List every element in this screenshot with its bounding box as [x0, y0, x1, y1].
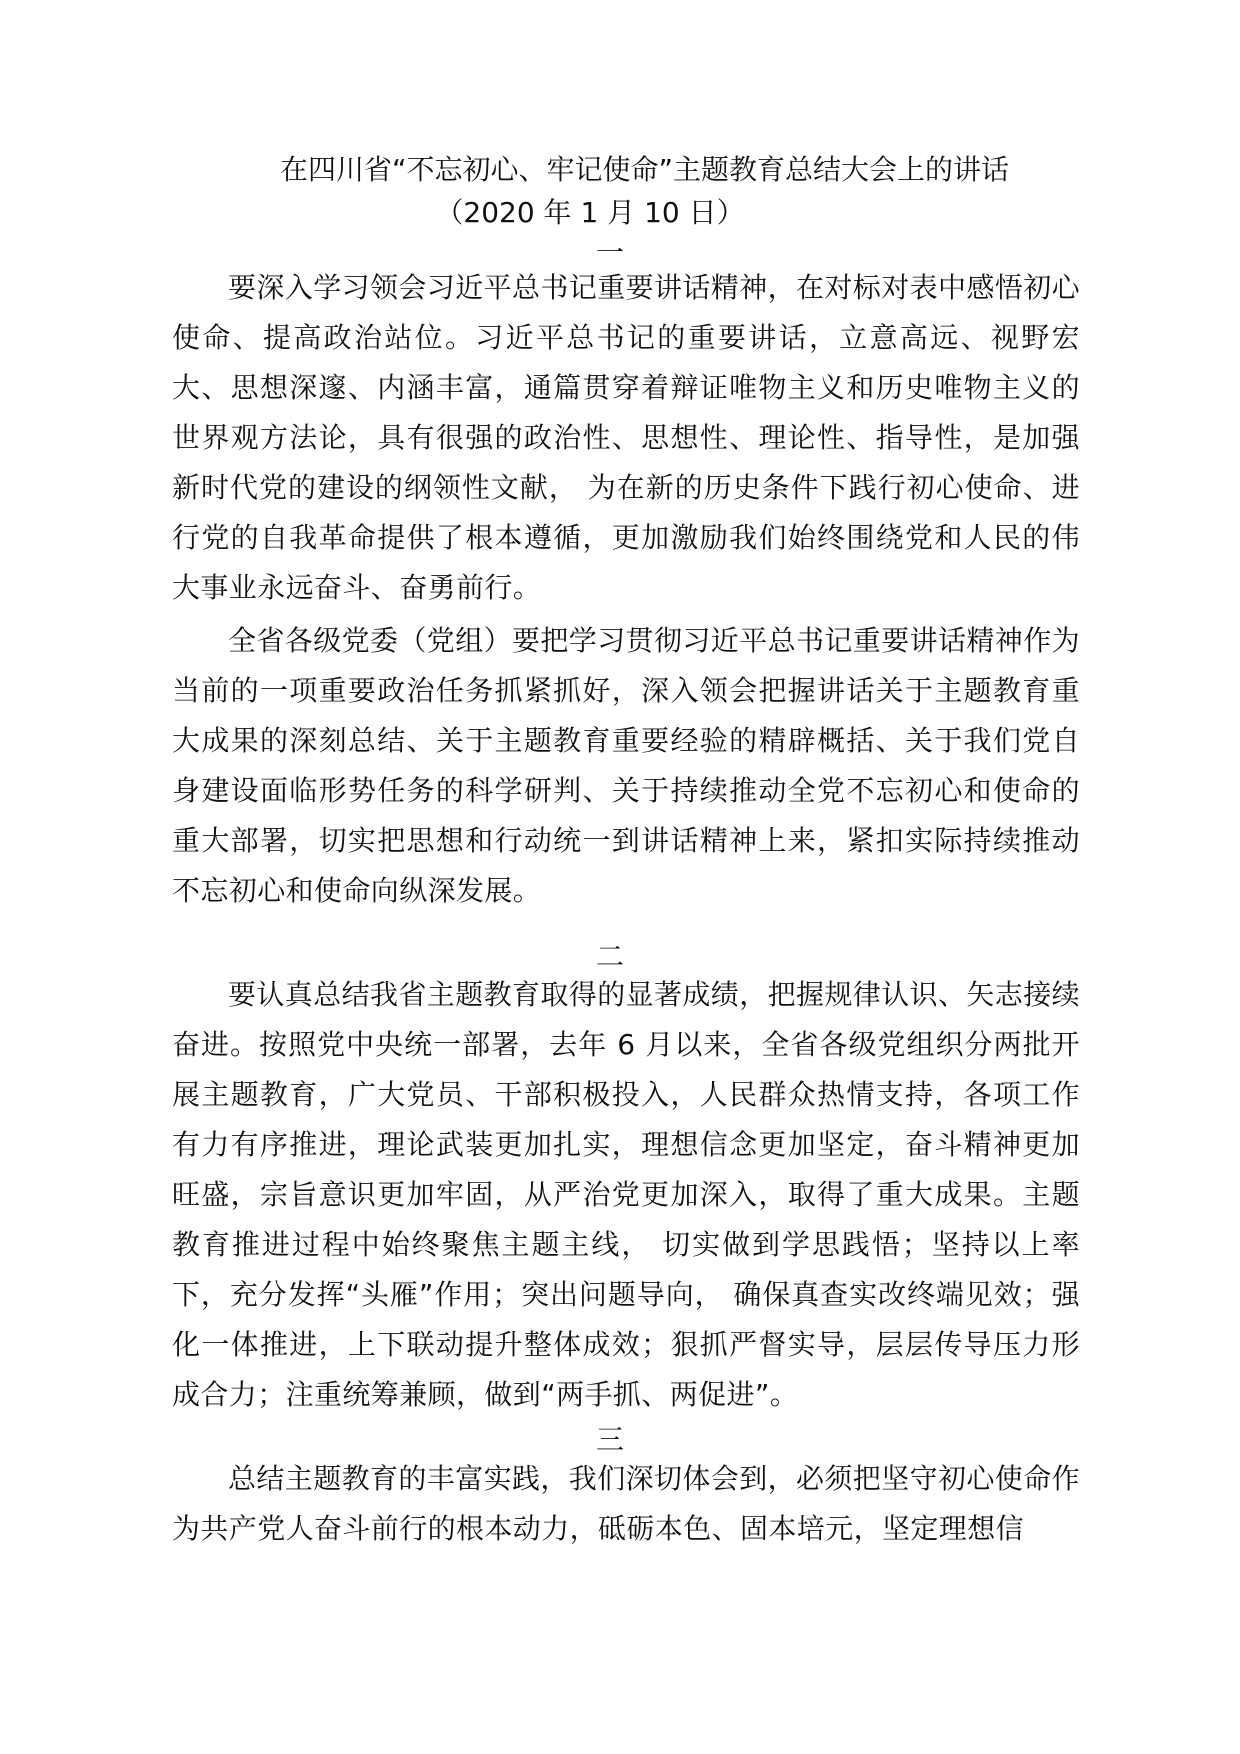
section-heading-1: 一: [595, 236, 624, 269]
section-heading-2: 二: [595, 940, 624, 973]
section-3-paragraph-1: 总结主题教育的丰富实践，我们深切体会到，必须把坚守初心使命作为共产党人奋斗前行的根本动力，砥砺本色、固本培元，坚定理想信: [172, 1462, 1081, 1545]
section-2-paragraph-1: 要认真总结我省主题教育取得的显著成绩，把握规律认识、矢志接续奋进。按照党中央统一部署，去年 6 月以来，全省各级党组织分两批开展主题教育，广大党员、干部积极投入，人民群众热情支持，各项工作有力有序推进，理论武装更加扎实，理想信念更加坚定，奋斗精神更加旺盛，宗旨意识更加牢固，从严治党更加深入，取得了重大成果。主题教育推进过程中始终聚焦主题主线， 切实做到学思践悟；坚持以上率下，充分发挥“头雁”作用；突出问题导向， 确保真查实改终端见效；强化一体推进，上下联动提升整体成效；狠抓严督实导，层层传导压力形成合力；注重统筹兼顾，做到“两手抓、两促进”。: [172, 978, 1081, 1411]
document-date: （2020 年 1 月 10 日）: [435, 196, 745, 229]
section-heading-3: 三: [595, 1423, 624, 1456]
document-title: 在四川省“不忘初心、牢记使命”主题教育总结大会上的讲话: [280, 153, 1010, 186]
section-1-paragraph-2: 全省各级党委（党组）要把学习贯彻习近平总书记重要讲话精神作为当前的一项重要政治任务抓紧抓好，深入领会把握讲话关于主题教育重大成果的深刻总结、关于主题教育重要经验的精辟概括、关于我们党自身建设面临形势任务的科学研判、关于持续推动全党不忘初心和使命的重大部署，切实把思想和行动统一到讲话精神上来，紧扣实际持续推动不忘初心和使命向纵深发展。: [172, 624, 1081, 907]
section-1-paragraph-1: 要深入学习领会习近平总书记重要讲话精神，在对标对表中感悟初心使命、提高政治站位。习近平总书记的重要讲话，立意高远、视野宏大、思想深邃、内涵丰富，通篇贯穿着辩证唯物主义和历史唯物主义的世界观方法论，具有很强的政治性、思想性、理论性、指导性，是加强新时代党的建设的纲领性文献， 为在新的历史条件下践行初心使命、进行党的自我革命提供了根本遵循，更加激励我们始终围绕党和人民的伟大事业永远奋斗、奋勇前行。: [172, 271, 1081, 604]
